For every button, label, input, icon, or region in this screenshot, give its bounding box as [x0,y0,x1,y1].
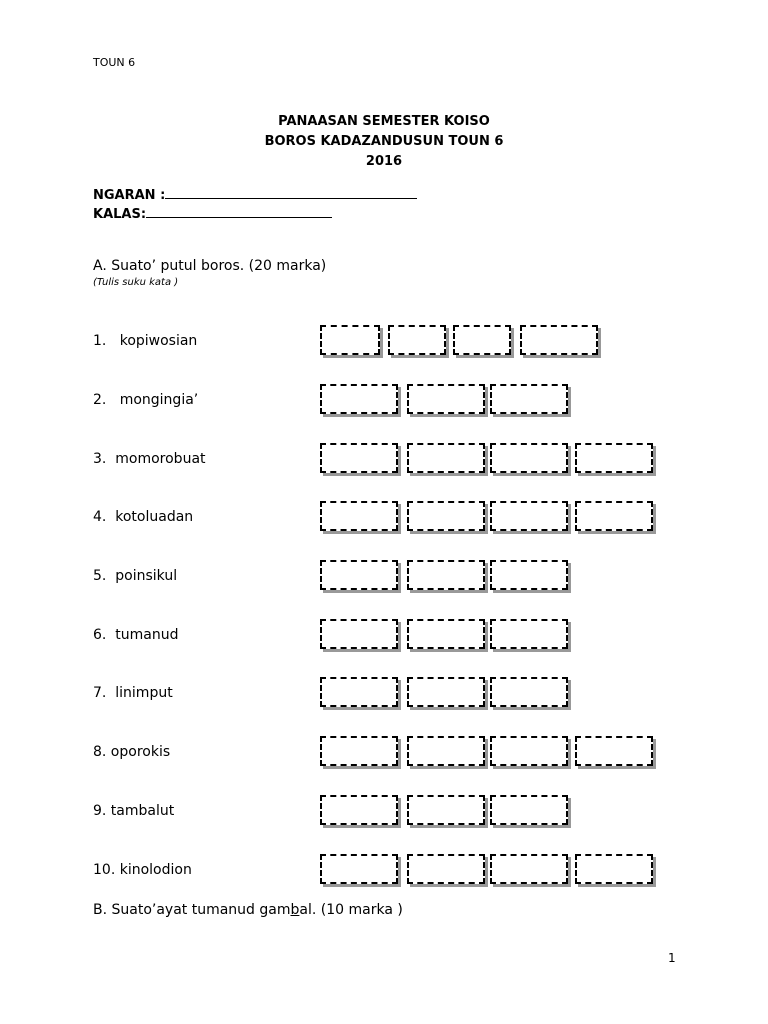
syllable-box-row [0,795,768,829]
page-year: 2016 [365,154,403,169]
syllable-answer-box[interactable] [320,560,398,590]
syllable-answer-box[interactable] [490,736,568,766]
syllable-box-row [0,384,768,418]
section-b-text-before: B. Suato’ayat tumanud gam [93,902,291,918]
syllable-answer-box[interactable] [320,677,398,707]
question-label: 4. kotoluadan [93,509,194,525]
page-number: 1 [668,951,676,965]
syllable-answer-box[interactable] [320,443,398,473]
section-b-heading [93,902,403,918]
question-label: 8. oporokis [93,744,171,760]
syllable-answer-box[interactable] [490,619,568,649]
syllable-box-row [0,619,768,653]
syllable-box-row [0,325,768,359]
syllable-answer-box[interactable] [575,443,653,473]
section-a-heading: A. Suato’ putul boros. (20 marka) [93,258,327,274]
syllable-answer-box[interactable] [490,560,568,590]
syllable-answer-box[interactable] [490,795,568,825]
syllable-answer-box[interactable] [320,795,398,825]
syllable-answer-box[interactable] [407,560,485,590]
syllable-answer-box[interactable] [575,501,653,531]
name-blank-line[interactable] [165,186,417,199]
syllable-answer-box[interactable] [320,736,398,766]
question-label: 9. tambalut [93,803,175,819]
syllable-answer-box[interactable] [320,501,398,531]
syllable-answer-box[interactable] [490,443,568,473]
syllable-box-row [0,443,768,477]
syllable-answer-box[interactable] [407,736,485,766]
syllable-answer-box[interactable] [490,677,568,707]
syllable-answer-box[interactable] [320,325,380,355]
class-field [93,205,332,222]
syllable-box-row [0,677,768,711]
section-b-underlined-letter: b [290,902,300,918]
class-label: KALAS: [93,207,147,222]
syllable-answer-box[interactable] [388,325,446,355]
question-label: 1. kopiwosian [93,333,198,349]
syllable-answer-box[interactable] [407,619,485,649]
syllable-answer-box[interactable] [453,325,511,355]
question-label: 2. mongingia’ [93,392,199,408]
syllable-answer-box[interactable] [320,619,398,649]
syllable-answer-box[interactable] [575,736,653,766]
syllable-answer-box[interactable] [575,854,653,884]
header-label: TOUN 6 [93,56,136,69]
page-subtitle: BOROS KADAZANDUSUN TOUN 6 [264,134,504,149]
question-label: 3. momorobuat [93,451,206,467]
syllable-answer-box[interactable] [490,854,568,884]
question-label: 6. tumanud [93,627,179,643]
question-label: 5. poinsikul [93,568,178,584]
name-label: NGARAN : [93,188,166,203]
question-label: 7. linimput [93,685,173,701]
syllable-answer-box[interactable] [490,501,568,531]
name-field [93,186,417,203]
syllable-box-row [0,501,768,535]
section-b-text-after: al. (10 marka ) [299,902,403,918]
syllable-answer-box[interactable] [490,384,568,414]
syllable-answer-box[interactable] [407,384,485,414]
syllable-box-row [0,854,768,888]
syllable-answer-box[interactable] [407,677,485,707]
section-a-hint: (Tulis suku kata ) [93,277,179,288]
syllable-answer-box[interactable] [407,501,485,531]
class-blank-line[interactable] [146,205,332,218]
page-title: PANAASAN SEMESTER KOISO [278,114,490,129]
syllable-answer-box[interactable] [320,854,398,884]
syllable-answer-box[interactable] [407,443,485,473]
syllable-answer-box[interactable] [520,325,598,355]
syllable-answer-box[interactable] [320,384,398,414]
syllable-box-row [0,560,768,594]
syllable-answer-box[interactable] [407,795,485,825]
question-label: 10. kinolodion [93,862,192,878]
syllable-answer-box[interactable] [407,854,485,884]
syllable-box-row [0,736,768,770]
